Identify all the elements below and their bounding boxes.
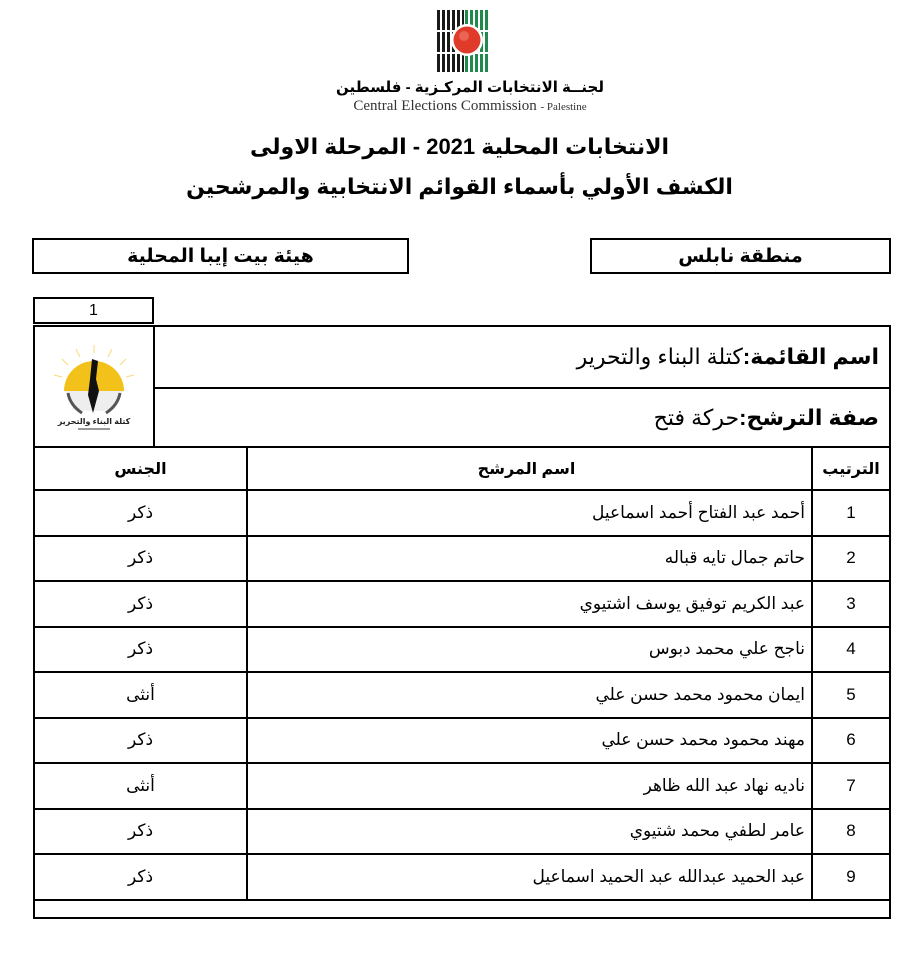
cell-rank: 8 (812, 809, 890, 855)
cell-gender: أنثى (34, 672, 247, 718)
cell-rank: 4 (812, 627, 890, 673)
table-row (34, 809, 890, 855)
org-name-arabic: لجنــة الانتخابات المركـزية - فلسطين (336, 79, 604, 96)
cell-gender: ذكر (34, 854, 247, 900)
local-authority-box: هيئة بيت إيبا المحلية (32, 238, 409, 274)
table-row (34, 718, 890, 764)
cec-logo-icon (437, 10, 489, 72)
list-name-row (155, 327, 889, 389)
cell-gender: ذكر (34, 490, 247, 536)
table-row (34, 490, 890, 536)
table-row (34, 536, 890, 582)
cell-rank: 9 (812, 854, 890, 900)
electoral-list-table (33, 325, 891, 919)
cell-rank: 7 (812, 763, 890, 809)
candidacy-type-label: صفة الترشح: (739, 404, 879, 430)
cell-rank: 1 (812, 490, 890, 536)
list-name-label: اسم القائمة: (742, 344, 879, 369)
org-name-english-main: Central Elections Commission (353, 98, 537, 114)
cell-rank: 2 (812, 536, 890, 582)
cell-candidate-name: ناجح علي محمد دبوس (247, 627, 812, 673)
party-logo-cell (35, 327, 155, 446)
list-name-value: كتلة البناء والتحرير (576, 344, 743, 369)
cell-gender: ذكر (34, 581, 247, 627)
header-gender: الجنس (34, 447, 247, 490)
candidacy-type-value: حركة فتح (653, 404, 740, 430)
org-name-english-suffix: - Palestine (540, 101, 587, 113)
cell-candidate-name: مهند محمود محمد حسن علي (247, 718, 812, 764)
table-row (34, 854, 890, 900)
cell-rank: 5 (812, 672, 890, 718)
cell-candidate-name: ناديه نهاد عبد الله ظاهر (247, 763, 812, 809)
cell-gender: ذكر (34, 627, 247, 673)
cell-candidate-name: حاتم جمال تايه قباله (247, 536, 812, 582)
cell-rank: 3 (812, 581, 890, 627)
header-candidate-name: اسم المرشح (247, 447, 812, 490)
party-logo-icon (46, 339, 142, 435)
table-row (34, 581, 890, 627)
cell-candidate-name: عبد الحميد عبدالله عبد الحميد اسماعيل (247, 854, 812, 900)
table-row (34, 672, 890, 718)
document-subtitle: الكشف الأولي بأسماء القوائم الانتخابية والمرشحين (186, 174, 733, 199)
cell-candidate-name: عامر لطفي محمد شتيوي (247, 809, 812, 855)
party-logo-caption: كتلة البناء والتحرير (57, 416, 131, 426)
document-title: الانتخابات المحلية 2021 - المرحلة الاولى (250, 134, 669, 159)
region-box: منطقة نابلس (590, 238, 891, 274)
table-row (34, 763, 890, 809)
cell-rank: 6 (812, 718, 890, 764)
table-header-row (34, 447, 890, 490)
candidates-table (33, 446, 891, 901)
cell-candidate-name: ايمان محمود محمد حسن علي (247, 672, 812, 718)
cell-gender: ذكر (34, 536, 247, 582)
cell-candidate-name: عبد الكريم توفيق يوسف اشتيوي (247, 581, 812, 627)
candidacy-type-row (155, 389, 889, 446)
cell-gender: أنثى (34, 763, 247, 809)
org-name-english (330, 98, 610, 115)
list-number-box: 1 (33, 297, 154, 324)
table-row (34, 627, 890, 673)
cell-gender: ذكر (34, 718, 247, 764)
header-rank: الترتيب (812, 447, 890, 490)
cell-candidate-name: أحمد عبد الفتاح أحمد اسماعيل (247, 490, 812, 536)
cell-gender: ذكر (34, 809, 247, 855)
